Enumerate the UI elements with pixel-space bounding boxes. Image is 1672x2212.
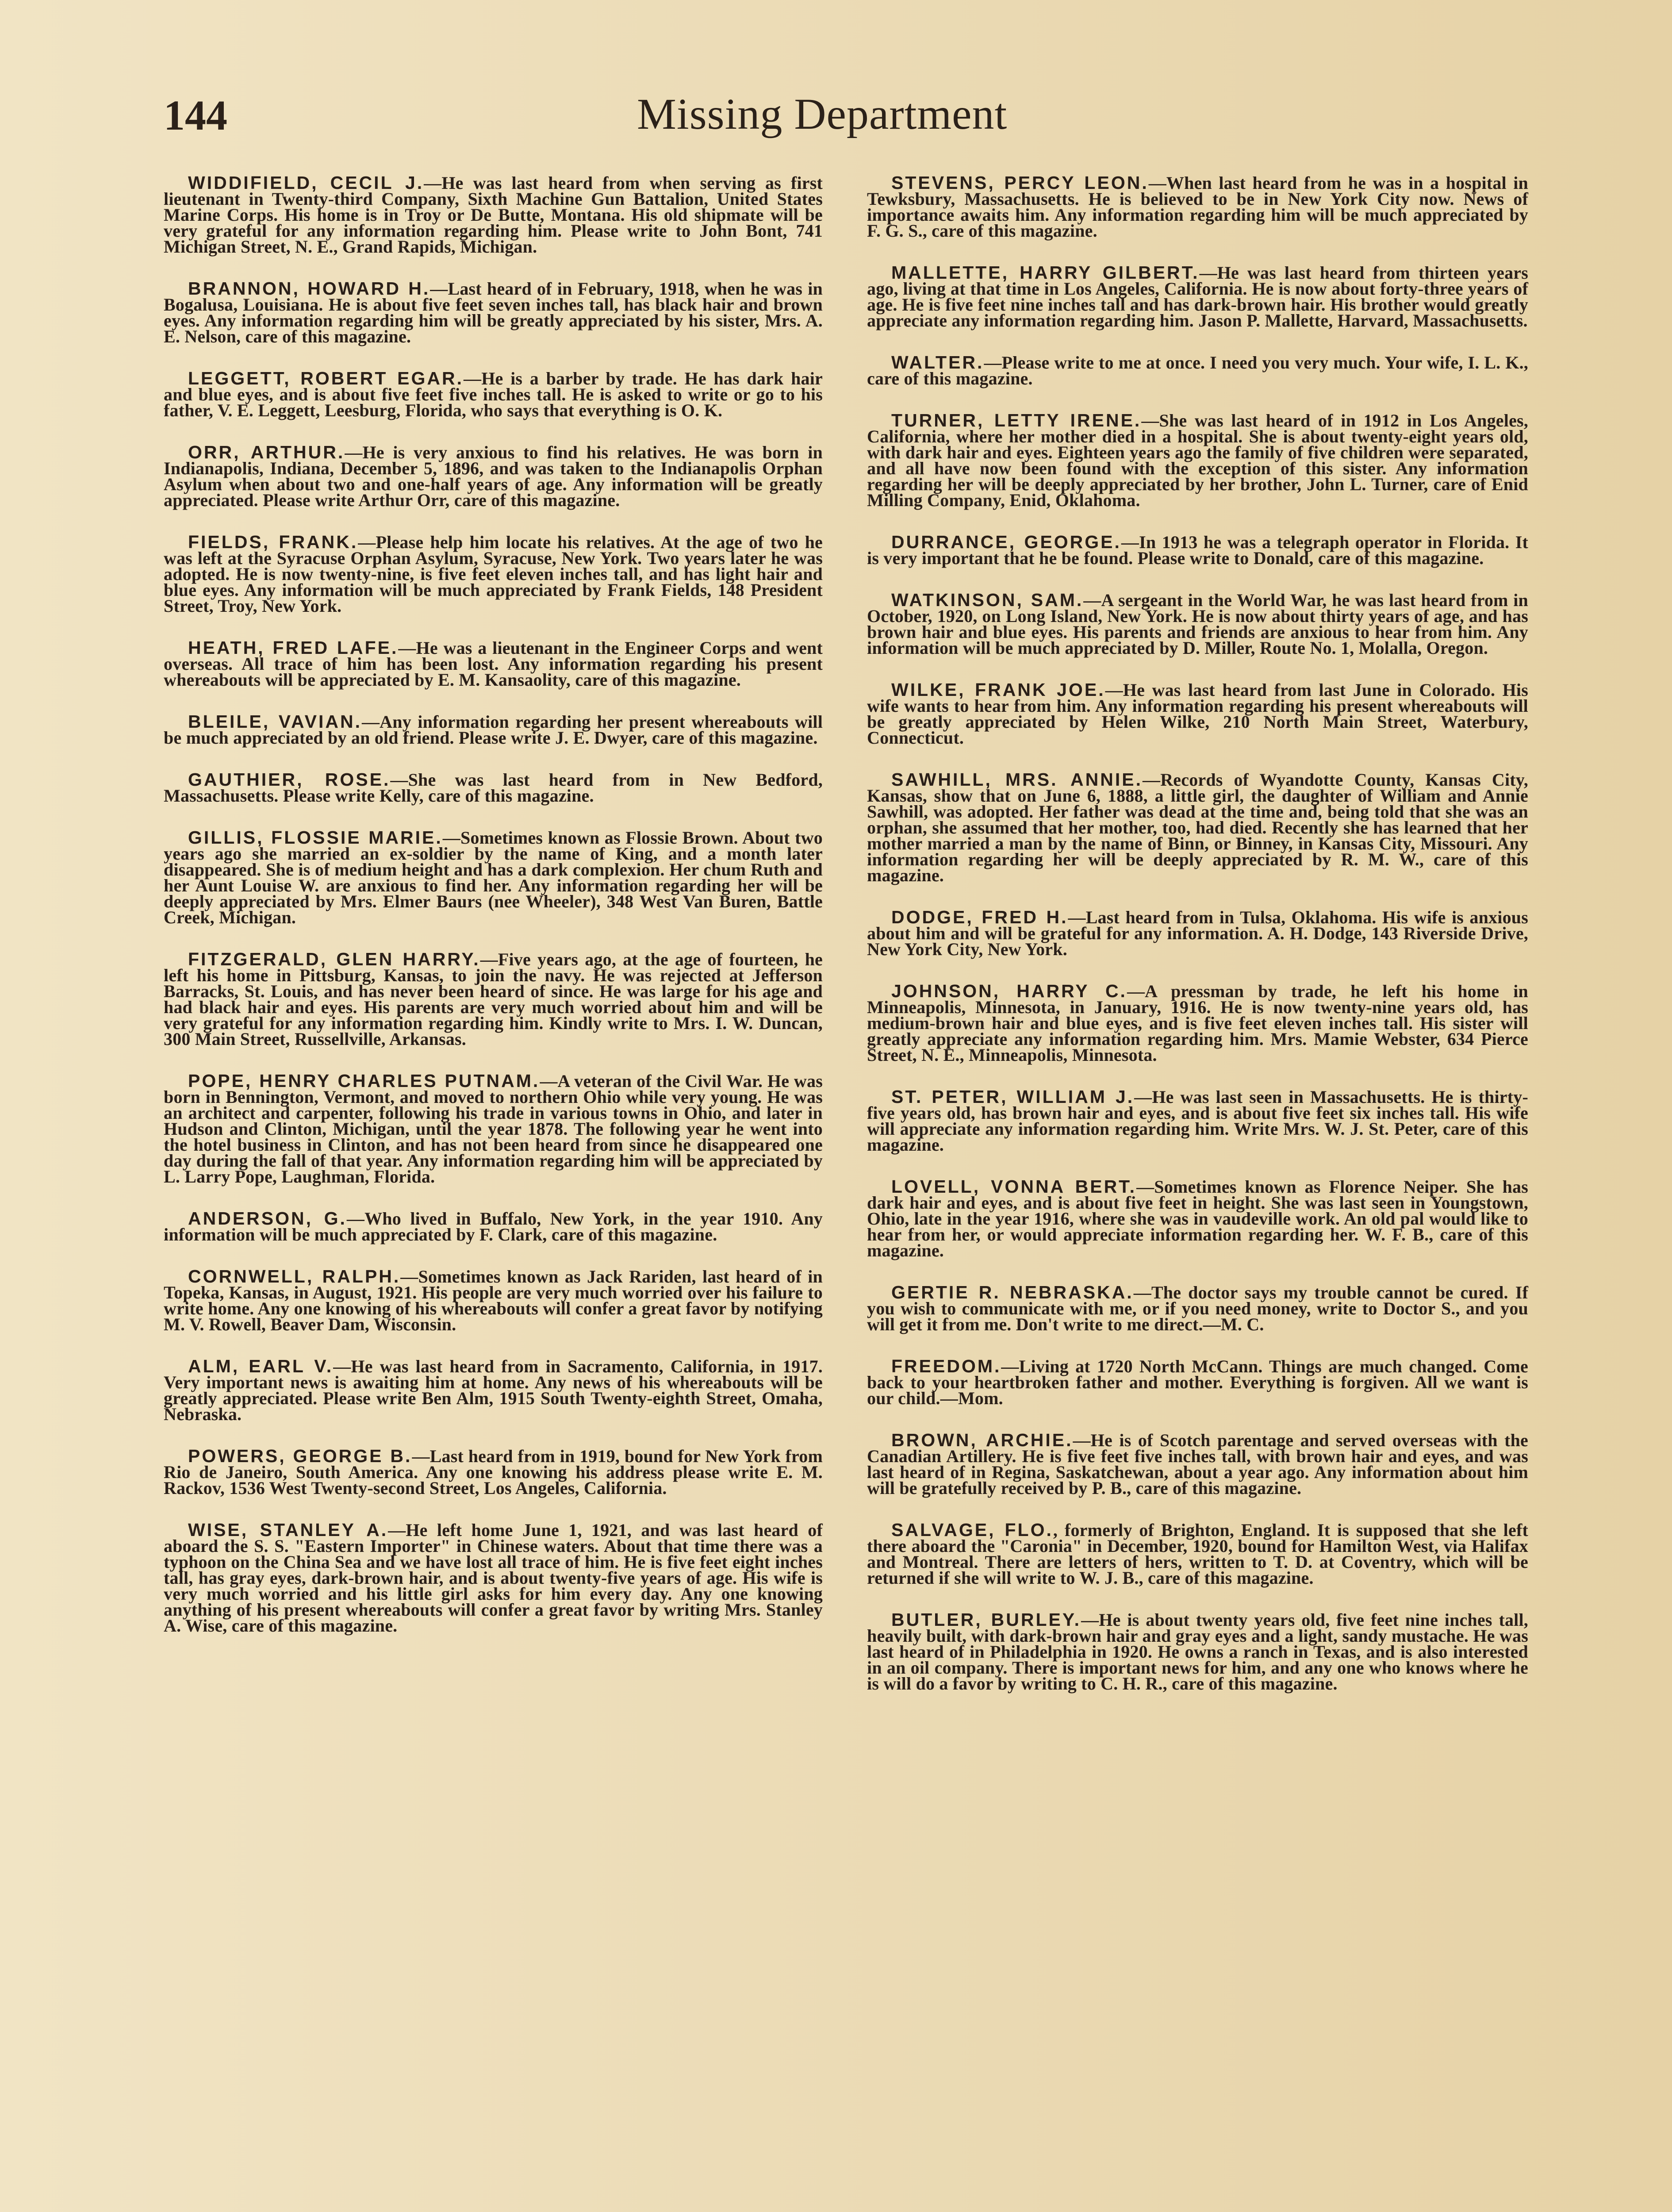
left-column	[164, 175, 823, 1659]
notice-entry	[164, 827, 823, 927]
notice-text: —He was last heard from in Sacramento, California, in 1917. Very important news is awaiting him at home. Any news of his whereabouts will be greatly appreciated. Please write Ben Alm, 1915 South Twenty-eighth Street, Omaha, Nebraska.	[164, 1356, 823, 1424]
notice-name: BRANNON, HOWARD H.	[188, 278, 430, 299]
notice-name: GILLIS, FLOSSIE MARIE.	[188, 827, 443, 848]
notice-name: BUTLER, BURLEY.	[891, 1609, 1081, 1630]
notice-entry	[867, 682, 1528, 746]
notice-text: —She was last heard from in New Bedford, Massachusetts. Please write Kelly, care of this magazine.	[164, 770, 823, 806]
notice-text: —He was a lieutenant in the Engineer Corps and went overseas. All trace of him has been lost. Any information regarding his present whereabouts will be appreciated by E. M. Kansaolity, care of this magazine.	[164, 638, 823, 690]
right-column	[867, 175, 1528, 1717]
notice-name: STEVENS, PERCY LEON.	[891, 173, 1149, 193]
notice-name: CORNWELL, RALPH.	[188, 1266, 401, 1286]
notice-entry	[867, 1522, 1528, 1586]
notice-name: ORR, ARTHUR.	[188, 442, 345, 462]
notice-text: —He is about twenty years old, five feet nine inches tall, heavily built, with dark-brown hair and gray eyes and a light, sandy mustache. He was last heard of in Philadelphia in 1920. He owns a ranch in Texas, and is also interested in an oil company. There is important news for him, and any one who knows where he is will do a favor by writing to C. H. R., care of this magazine.	[867, 1610, 1528, 1694]
notice-text: —A pressman by trade, he left his home in Minneapolis, Minnesota, in January, 1916. He is now twenty-nine years old, has medium-brown hair and blue eyes, and is five feet eleven inches tall. His sister will greatly appreciate any information regarding him. Mrs. Mamie Webster, 634 Pierce Street, N. E., Minneapolis, Minnesota.	[867, 981, 1528, 1065]
notice-name: ST. PETER, WILLIAM J.	[891, 1087, 1135, 1107]
notice-name: GERTIE R. NEBRASKA.	[891, 1282, 1134, 1302]
notice-name: WILKE, FRANK JOE.	[891, 680, 1105, 700]
notice-text: —Sometimes known as Flossie Brown. About two years ago she married an ex-soldier by the name of King, and a month later disappeared. She is of medium height and has a dark complexion. Her chum Ruth and her Aunt Louise W. are anxious to find her. Any information regarding her will be deeply appreciated by Mrs. Elmer Baurs (nee Wheeler), 348 West Van Buren, Battle Creek, Michigan.	[164, 828, 823, 927]
notice-text: —He is very anxious to find his relatives. He was born in Indianapolis, Indiana, December 5, 1896, and was taken to the Indianapolis Orphan Asylum when about two and one-half years of age. Any information will be greatly appreciated. Please write Arthur Orr, care of this magazine.	[164, 442, 823, 510]
notice-entry	[867, 354, 1528, 387]
notice-name: DODGE, FRED H.	[891, 907, 1068, 927]
notice-entry	[164, 175, 823, 255]
notice-entry	[867, 1089, 1528, 1153]
notice-text: , formerly of Brighton, England. It is supposed that she left there aboard the "Caronia" in December, 1920, bound for Hamilton West, via Halifax and Montreal. There are letters of hers, written to T. D. at Coventry, which will be returned if she will write to W. J. B., care of this magazine.	[867, 1520, 1528, 1588]
notice-text: —Sometimes known as Jack Rariden, last heard of in Topeka, Kansas, in August, 1921. His people are very much worried over his failure to write home. Any one knowing of his whereabouts will confer a great favor by notifying M. V. Rowell, Beaver Dam, Wisconsin.	[164, 1267, 823, 1334]
page-title: Missing Department	[637, 89, 1008, 138]
notice-name: MALLETTE, HARRY GILBERT.	[891, 262, 1200, 283]
notice-name: LOVELL, VONNA BERT.	[891, 1176, 1137, 1197]
notice-text: —He was last heard from when serving as first lieutenant in Twenty-third Company, Sixth Machine Gun Battalion, United States Marine Corps. His home is in Troy or De Butte, Montana. His old shipmate will be very grateful for any information regarding him. Please write to John Bont, 741 Michigan Street, N. E., Grand Rapids, Michigan.	[164, 173, 823, 257]
notice-text: —Last heard of in February, 1918, when he was in Bogalusa, Louisiana. He is about five feet seven inches tall, has black hair and brown eyes. Any information regarding him will be greatly appreciated by his sister, Mrs. A. E. Nelson, care of this magazine.	[164, 279, 823, 346]
notice-text: —He is a barber by trade. He has dark hair and blue eyes, and is about five feet five inches tall. He is asked to write or go to his father, V. E. Leggett, Leesburg, Florida, who says that everything is O. K.	[164, 369, 823, 420]
notice-entry	[867, 262, 1528, 330]
notice-entry	[867, 909, 1528, 957]
notice-entry	[164, 280, 823, 345]
notice-name: BLEILE, VAVIAN.	[188, 711, 362, 732]
notice-name: WIDDIFIELD, CECIL J.	[188, 173, 424, 193]
notice-text: —In 1913 he was a telegraph operator in Florida. It is very important that he be found. Please write to Donald, care of this magazine.	[867, 532, 1528, 568]
notice-name: POPE, HENRY CHARLES PUTNAM.	[188, 1071, 540, 1091]
notice-text: —Last heard from in Tulsa, Oklahoma. His wife is anxious about him and will be grateful for any information. A. H. Dodge, 143 Riverside Drive, New York City, New York.	[867, 907, 1528, 959]
notice-text: —Last heard from in 1919, bound for New York from Rio de Janeiro, South America. Any one knowing his address please write E. M. Rackov, 1536 West Twenty-second Street, Los Angeles, California.	[164, 1446, 823, 1498]
notice-name: HEATH, FRED LAFE.	[188, 637, 399, 658]
notice-name: SAWHILL, MRS. ANNIE.	[891, 769, 1143, 790]
notice-name: FREEDOM.	[891, 1356, 1001, 1376]
notice-text: —A veteran of the Civil War. He was born in Bennington, Vermont, and moved to northern Ohio while very young. He was an architect and carpenter, following his trade in various towns in Ohio, and later in Hudson and Clinton, Michigan, until the year 1878. The following year he went into the hotel business in Clinton, and has not been heard from since he disappeared one day during the fall of that year. Any information regarding him will be appreciated by L. Larry Pope, Laughman, Florida.	[164, 1071, 823, 1187]
notice-entry	[867, 1284, 1528, 1333]
notice-entry	[867, 1432, 1528, 1496]
page-number: 144	[164, 92, 227, 139]
notice-text: —A sergeant in the World War, he was last heard from in October, 1920, on Long Island, New York. He is now about thirty years of age, and has brown hair and blue eyes. His parents and friends are anxious to hear from him. Any information will be much appreciated by D. Miller, Route No. 1, Molalla, Oregon.	[867, 590, 1528, 658]
notice-entry	[164, 1268, 823, 1333]
notice-text: —He is of Scotch parentage and served overseas with the Canadian Artillery. He is five feet five inches tall, with brown hair and eyes, and was last heard of in Regina, Saskatchewan, about a year ago. Any information about him will be gratefully received by P. B., care of this magazine.	[867, 1430, 1528, 1498]
notice-name: WISE, STANLEY A.	[188, 1520, 388, 1540]
notice-entry	[164, 711, 823, 748]
notice-entry	[164, 769, 823, 806]
notice-entry	[867, 769, 1528, 885]
notice-entry	[867, 534, 1528, 566]
notice-name: FIELDS, FRANK.	[188, 532, 358, 552]
notice-entry	[867, 1609, 1528, 1694]
notice-entry	[164, 534, 823, 614]
notice-text: —He was last heard from thirteen years ago, living at that time in Los Angeles, California. He is now about forty-three years of age. He is five feet nine inches tall and has dark-brown hair. His brother would greatly appreciate any information regarding him. Jason P. Mallette, Harvard, Massachusetts.	[867, 263, 1528, 330]
notice-name: BROWN, ARCHIE.	[891, 1430, 1073, 1450]
notice-entry	[164, 1073, 823, 1185]
notice-entry	[164, 1210, 823, 1243]
notice-entry	[867, 1176, 1528, 1260]
notice-name: ANDERSON, G.	[188, 1208, 347, 1229]
notice-entry	[867, 983, 1528, 1063]
notice-name: WALTER.	[891, 352, 984, 373]
notice-name: POWERS, GEORGE B.	[188, 1446, 412, 1466]
notice-entry	[164, 444, 823, 508]
notice-text: —When last heard from he was in a hospital in Tewksbury, Massachusetts. He is believed to be in New York City now. News of importance awaits him. Any information regarding him will be much appreciated by F. G. S., care of this magazine.	[867, 173, 1528, 241]
notice-entry	[164, 370, 823, 419]
notice-name: TURNER, LETTY IRENE.	[891, 410, 1142, 430]
notice-name: FITZGERALD, GLEN HARRY.	[188, 949, 480, 969]
notice-text: —He was last seen in Massachusetts. He is thirty-five years old, has brown hair and eyes, and is about five feet six inches tall. His wife will appreciate any information regarding him. Write Mrs. W. J. St. Peter, care of this magazine.	[867, 1087, 1528, 1155]
notice-text: —Please write to me at once. I need you very much. Your wife, I. L. K., care of this magazine.	[867, 353, 1528, 388]
notice-text: —Please help him locate his relatives. At the age of two he was left at the Syracuse Orphan Asylum, Syracuse, New York. Two years later he was adopted. He is now twenty-nine, is five feet eleven inches tall, and has light hair and blue eyes. Any information will be much appreciated by Frank Fields, 148 President Street, Troy, New York.	[164, 532, 823, 616]
notice-entry	[164, 1358, 823, 1422]
notice-text: —The doctor says my trouble cannot be cured. If you wish to communicate with me, or if you need money, write to Doctor S., and you will get it from me. Don't write to me direct.—M. C.	[867, 1283, 1528, 1334]
notice-entry	[867, 1358, 1528, 1406]
notice-entry	[867, 175, 1528, 239]
notice-entry	[164, 1448, 823, 1496]
notice-text: —Any information regarding her present whereabouts will be much appreciated by an old friend. Please write J. E. Dwyer, care of this magazine.	[164, 712, 823, 748]
notice-text: —Sometimes known as Florence Neiper. She has dark hair and eyes, and is about five feet in height. She was last seen in Youngstown, Ohio, late in the year 1916, where she was in vaudeville work. An old pal would like to hear from her, or would appreciate information regarding her. W. F. B., care of this magazine.	[867, 1177, 1528, 1260]
notice-name: GAUTHIER, ROSE.	[188, 769, 391, 790]
notice-name: JOHNSON, HARRY C.	[891, 981, 1127, 1001]
notice-entry	[164, 1522, 823, 1634]
notice-text: —Records of Wyandotte County, Kansas City, Kansas, show that on June 6, 1888, a little girl, the daughter of William and Annie Sawhill, was adopted. Her father was dead at the time and, being told that she was an orphan, she assumed that her mother, too, had died. Recently she has learned that her mother married a man by the name of Binn, or Binney, in Kansas City, Missouri. Any information regarding her will be deeply appreciated by R. M. W., care of this magazine.	[867, 770, 1528, 885]
notice-name: SALVAGE, FLO.	[891, 1520, 1053, 1540]
notice-text: —Five years ago, at the age of fourteen, he left his home in Pittsburg, Kansas, to join the navy. He was rejected at Jefferson Barracks, St. Louis, and has never been heard of since. He was large for his age and had black hair and eyes. His parents are very much worried about him and will be very grateful for any information regarding him. Kindly write to Mrs. I. W. Duncan, 300 Main Street, Russellville, Arkansas.	[164, 949, 823, 1049]
notice-text: —Who lived in Buffalo, New York, in the year 1910. Any information will be much appreciated by F. Clark, care of this magazine.	[164, 1209, 823, 1244]
notice-entry	[867, 592, 1528, 656]
notice-name: DURRANCE, GEORGE.	[891, 532, 1121, 552]
notice-text: —He was last heard from last June in Colorado. His wife wants to hear from him. Any information regarding his present whereabouts will be greatly appreciated by Helen Wilke, 210 North Main Street, Waterbury, Connecticut.	[867, 680, 1528, 748]
notice-entry	[164, 951, 823, 1047]
notice-entry	[867, 412, 1528, 508]
notice-name: WATKINSON, SAM.	[891, 590, 1084, 610]
notice-name: ALM, EARL V.	[188, 1356, 334, 1376]
notice-text: —He left home June 1, 1921, and was last heard of aboard the S. S. "Eastern Importer" in Chinese waters. About that time there was a typhoon on the China Sea and we have lost all trace of him. He is five feet eight inches tall, has gray eyes, dark-brown hair, and is about twenty-five years of age. His wife is very much worried and his little girl asks for him every day. Any one knowing anything of his present whereabouts will confer a great favor by writing Mrs. Stanley A. Wise, care of this magazine.	[164, 1520, 823, 1636]
notice-text: —Living at 1720 North McCann. Things are much changed. Come back to your heartbroken father and mother. Everything is forgiven. All we want is our child.—Mom.	[867, 1356, 1528, 1408]
notice-text: —She was last heard of in 1912 in Los Angeles, California, where her mother died in a hospital. She is about twenty-eight years old, with dark hair and eyes. Eighteen years ago the family of five children were separated, and all have now been found with the exception of this sister. Any information regarding her will be deeply appreciated by her brother, John L. Turner, care of Enid Milling Company, Enid, Oklahoma.	[867, 411, 1528, 510]
notice-entry	[164, 637, 823, 690]
notice-name: LEGGETT, ROBERT EGAR.	[188, 368, 464, 388]
